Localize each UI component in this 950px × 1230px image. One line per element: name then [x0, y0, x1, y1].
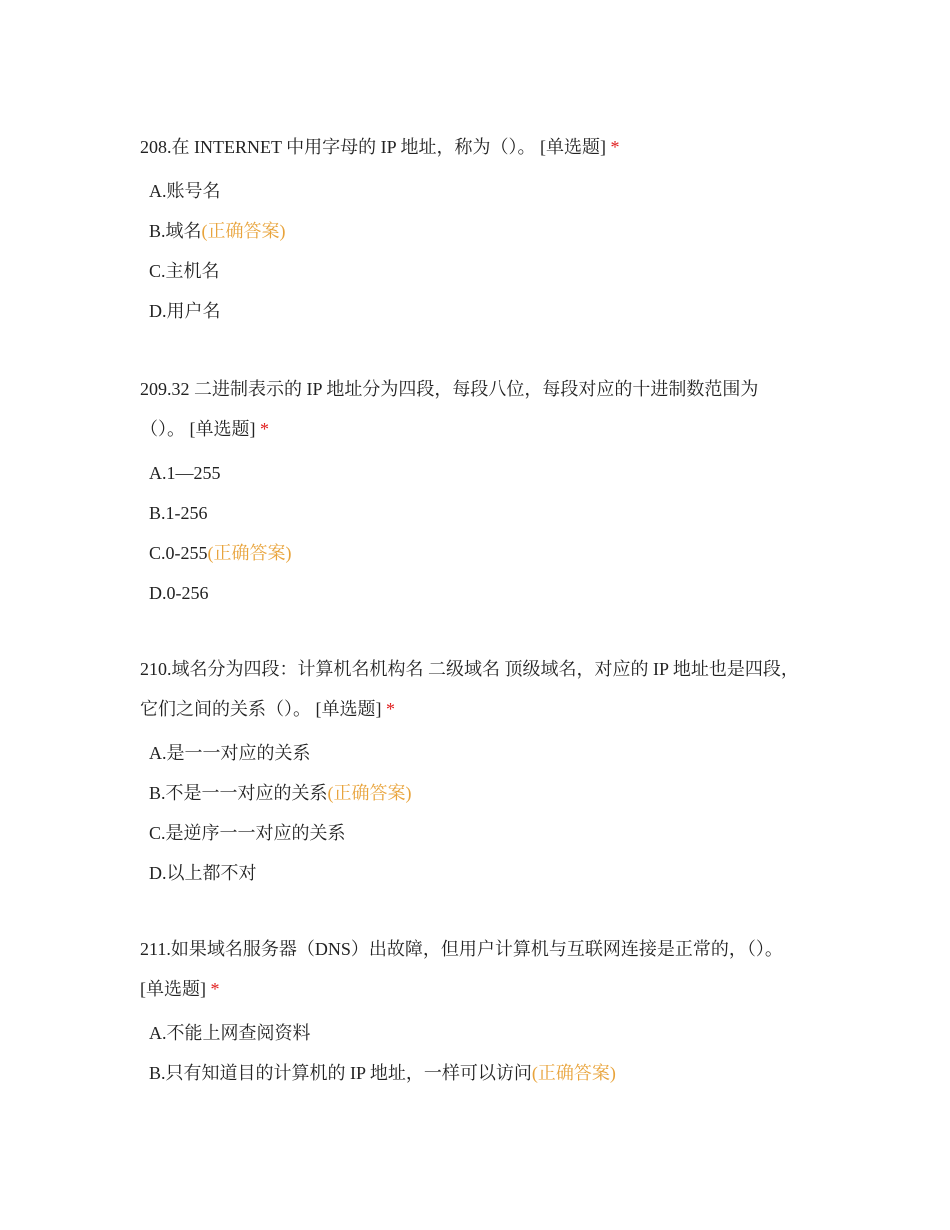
question-title [140, 369, 800, 449]
option-list [140, 171, 800, 331]
question-text: 209.32 二进制表示的 IP 地址分为四段，每段八位，每段对应的十进制数范围为（）。 [单选题] [140, 379, 759, 439]
option-list [140, 733, 800, 893]
option-a: A.不能上网查阅资料 [149, 1023, 311, 1043]
question-text: 211.如果域名服务器（DNS）出故障，但用户计算机与互联网连接是正常的，（）。 [单选题] [140, 939, 783, 999]
option-list [140, 1013, 800, 1093]
required-mark: * [386, 699, 395, 719]
question-209 [140, 369, 800, 613]
correct-answer-tag: (正确答案) [327, 783, 412, 803]
question-title [140, 127, 800, 167]
option-c: C.是逆序一一对应的关系 [149, 823, 346, 843]
option-a: A.账号名 [149, 181, 221, 201]
question-text: 208.在 INTERNET 中用字母的 IP 地址，称为（）。 [单选题] [140, 137, 606, 157]
required-mark: * [610, 137, 620, 157]
question-title [140, 929, 800, 1009]
option-d: D.用户名 [149, 301, 221, 321]
correct-answer-tag: (正确答案) [207, 543, 292, 563]
option-b: B.不是一一对应的关系(正确答案) [149, 783, 412, 803]
required-mark: * [260, 419, 269, 439]
option-a: A.是一一对应的关系 [149, 743, 311, 763]
correct-answer-tag: (正确答案) [201, 221, 286, 241]
option-d: D.以上都不对 [149, 863, 257, 883]
option-c: C.主机名 [149, 261, 220, 281]
question-211 [140, 929, 800, 1093]
option-b: B.域名(正确答案) [149, 221, 286, 241]
option-b: B.只有知道目的计算机的 IP 地址，一样可以访问(正确答案) [149, 1063, 616, 1083]
required-mark: * [210, 979, 220, 999]
option-a: A.1—255 [149, 463, 221, 483]
question-208 [140, 127, 800, 331]
correct-answer-tag: (正确答案) [531, 1063, 616, 1083]
question-210 [140, 649, 800, 893]
option-list [140, 453, 800, 613]
option-d: D.0-256 [149, 583, 209, 603]
option-c: C.0-255(正确答案) [149, 543, 292, 563]
question-title [140, 649, 800, 729]
option-b: B.1-256 [149, 503, 208, 523]
question-text: 210.域名分为四段：计算机名机构名 二级域名 顶级域名，对应的 IP 地址也是四段，它们之间的关系（）。 [单选题] [140, 659, 799, 719]
